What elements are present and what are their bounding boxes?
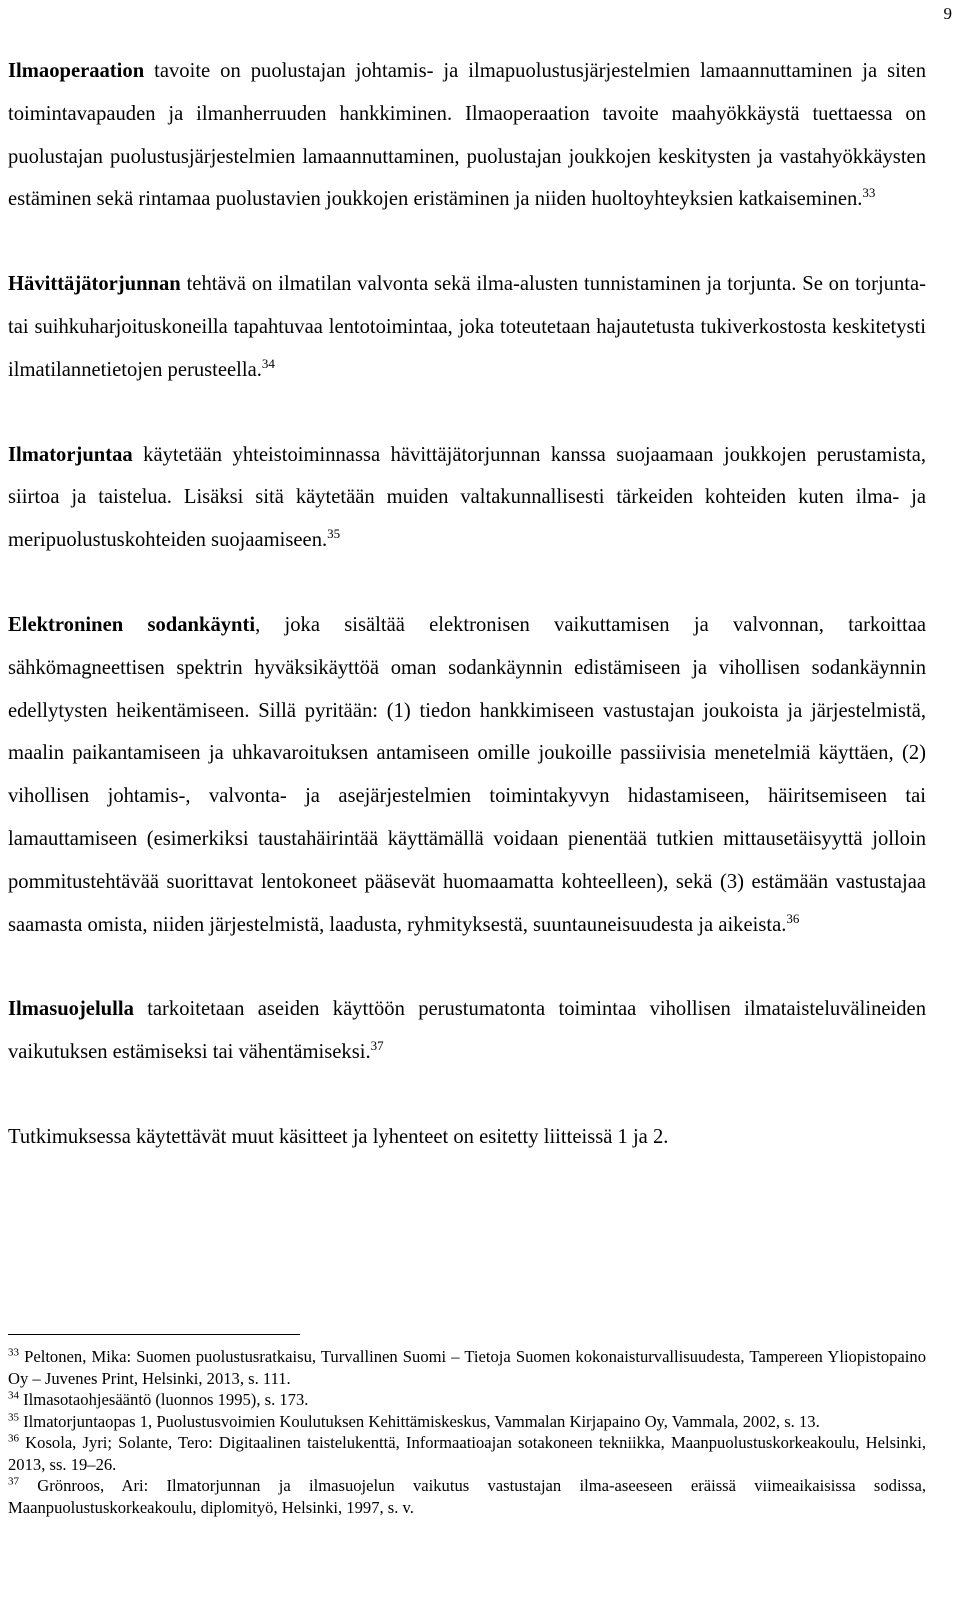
page-number: 9	[943, 4, 952, 23]
term: Elektroninen sodankäynti	[8, 613, 256, 636]
footnote-text: Grönroos, Ari: Ilmatorjunnan ja ilmasuojelun vaikutus vastustajan ilma-aseeseen eräissä viimeaikaisissa sodissa, Maanpuolustuskorkeakoulu, diplomityö, Helsinki, 1997, s. v.	[8, 1476, 926, 1517]
term: Ilmatorjuntaa	[8, 443, 133, 466]
term: Hävittäjätorjunnan	[8, 273, 181, 296]
footnote-33	[8, 1346, 926, 1389]
footnote-ref[interactable]: 33	[862, 185, 876, 201]
paragraph-text: tehtävä on ilmatilan valvonta sekä ilma-alusten tunnistaminen ja torjunta. Se on torjunta- tai suihkuharjoituskoneilla tapahtuvaa lentotoimintaa, joka toteutetaan hajautetusta tukiverkostosta keskitetysti ilmatilannetietojen perusteella.	[8, 273, 926, 381]
footnote-number: 36	[8, 1432, 19, 1445]
paragraph-text: Tutkimuksessa käytettävät muut käsitteet ja lyhenteet on esitetty liitteissä 1 ja 2.	[8, 1125, 669, 1148]
footnote-number: 33	[8, 1346, 19, 1359]
footnote-35	[8, 1411, 926, 1433]
term: Ilmasuojelulla	[8, 998, 134, 1021]
footnote-number: 34	[8, 1389, 19, 1402]
footnote-37	[8, 1475, 926, 1518]
footnote-ref[interactable]: 35	[327, 526, 341, 542]
paragraph-text: tavoite on puolustajan johtamis- ja ilmapuolustusjärjestelmien lamaannuttaminen ja siten toimintavapauden ja ilmanherruuden hankkiminen. Ilmaoperaation tavoite maahyökkäystä tuettaessa on puolustajan puolustusjärjestelmien lamaannuttaminen, puolustajan joukkojen keskitysten ja vastahyökkäysten estäminen sekä rintamaa puolustavien joukkojen eristäminen ja niiden huoltoyhteyksien katkaiseminen.	[8, 60, 926, 211]
paragraph-tutkimus	[8, 1116, 926, 1159]
paragraph-ilmaoperaatio	[8, 50, 926, 221]
footnote-text: Ilmatorjuntaopas 1, Puolustusvoimien Koulutuksen Kehittämiskeskus, Vammalan Kirjapaino Oy, Vammala, 2002, s. 13.	[19, 1411, 820, 1431]
paragraph-text: tarkoitetaan aseiden käyttöön perustumatonta toimintaa vihollisen ilmataisteluvälineiden vaikutuksen estämiseksi tai vähentämiseksi.	[8, 998, 926, 1064]
footnote-separator	[8, 1334, 300, 1335]
paragraph-ilmasuojelu	[8, 988, 926, 1074]
footnote-ref[interactable]: 37	[370, 1038, 384, 1054]
footnote-number: 35	[8, 1410, 19, 1423]
footnote-number: 37	[8, 1475, 19, 1488]
paragraph-havittajatorjunta	[8, 263, 926, 391]
footnote-text: Peltonen, Mika: Suomen puolustusratkaisu, Turvallinen Suomi – Tietoja Suomen kokonaisturvallisuudesta, Tampereen Yliopistopaino Oy – Juvenes Print, Helsinki, 2013, s. 111.	[8, 1347, 926, 1388]
body-text	[8, 50, 926, 1201]
paragraph-elektroninen-sodankaynti	[8, 604, 926, 946]
footnote-ref[interactable]: 36	[786, 910, 800, 926]
footnotes	[8, 1346, 926, 1518]
paragraph-ilmatorjunta	[8, 434, 926, 562]
footnote-36	[8, 1432, 926, 1475]
paragraph-text: , joka sisältää elektronisen vaikuttamisen ja valvonnan, tarkoittaa sähkömagneettisen spektrin hyväksikäyttöä oman sodankäynnin edistämiseen ja vihollisen sodankäynnin edellytysten heikentämiseen. Sillä pyritään: (1) tiedon hankkimiseen vastustajan joukoista ja järjestelmistä, maalin paikantamiseen ja uhkavaroituksen antamiseen omille joukoille passiivisia menetelmiä käyttäen, (2) vihollisen johtamis-, valvonta- ja asejärjestelmien toimintakyvyn hidastamiseen, häiritsemiseen tai lamauttamiseen (esimerkiksi taustahäirintää käyttämällä voidaan pienentää tutkien mittausetäisyyttä jolloin pommitustehtävää suorittavat lentokoneet pääsevät huomaamatta kohteelleen), sekä (3) estämään vastustajaa saamasta omista, niiden järjestelmistä, laadusta, ryhmityksestä, suuntauneisuudesta ja aikeista.	[8, 613, 926, 936]
footnote-34	[8, 1389, 926, 1411]
footnote-text: Kosola, Jyri; Solante, Tero: Digitaalinen taistelukenttä, Informaatioajan sotakoneen tekniikka, Maanpuolustuskorkeakoulu, Helsinki, 2013, ss. 19–26.	[8, 1433, 926, 1474]
footnote-ref[interactable]: 34	[261, 355, 275, 371]
paragraph-text: käytetään yhteistoiminnassa hävittäjätorjunnan kanssa suojaamaan joukkojen perustamista, siirtoa ja taistelua. Lisäksi sitä käytetään muiden valtakunnallisesti tärkeiden kohteiden kuten ilma- ja meripuolustuskohteiden suojaamiseen.	[8, 443, 926, 552]
footnote-text: Ilmasotaohjesääntö (luonnos 1995), s. 173.	[19, 1390, 309, 1409]
term: Ilmaoperaation	[8, 60, 145, 82]
